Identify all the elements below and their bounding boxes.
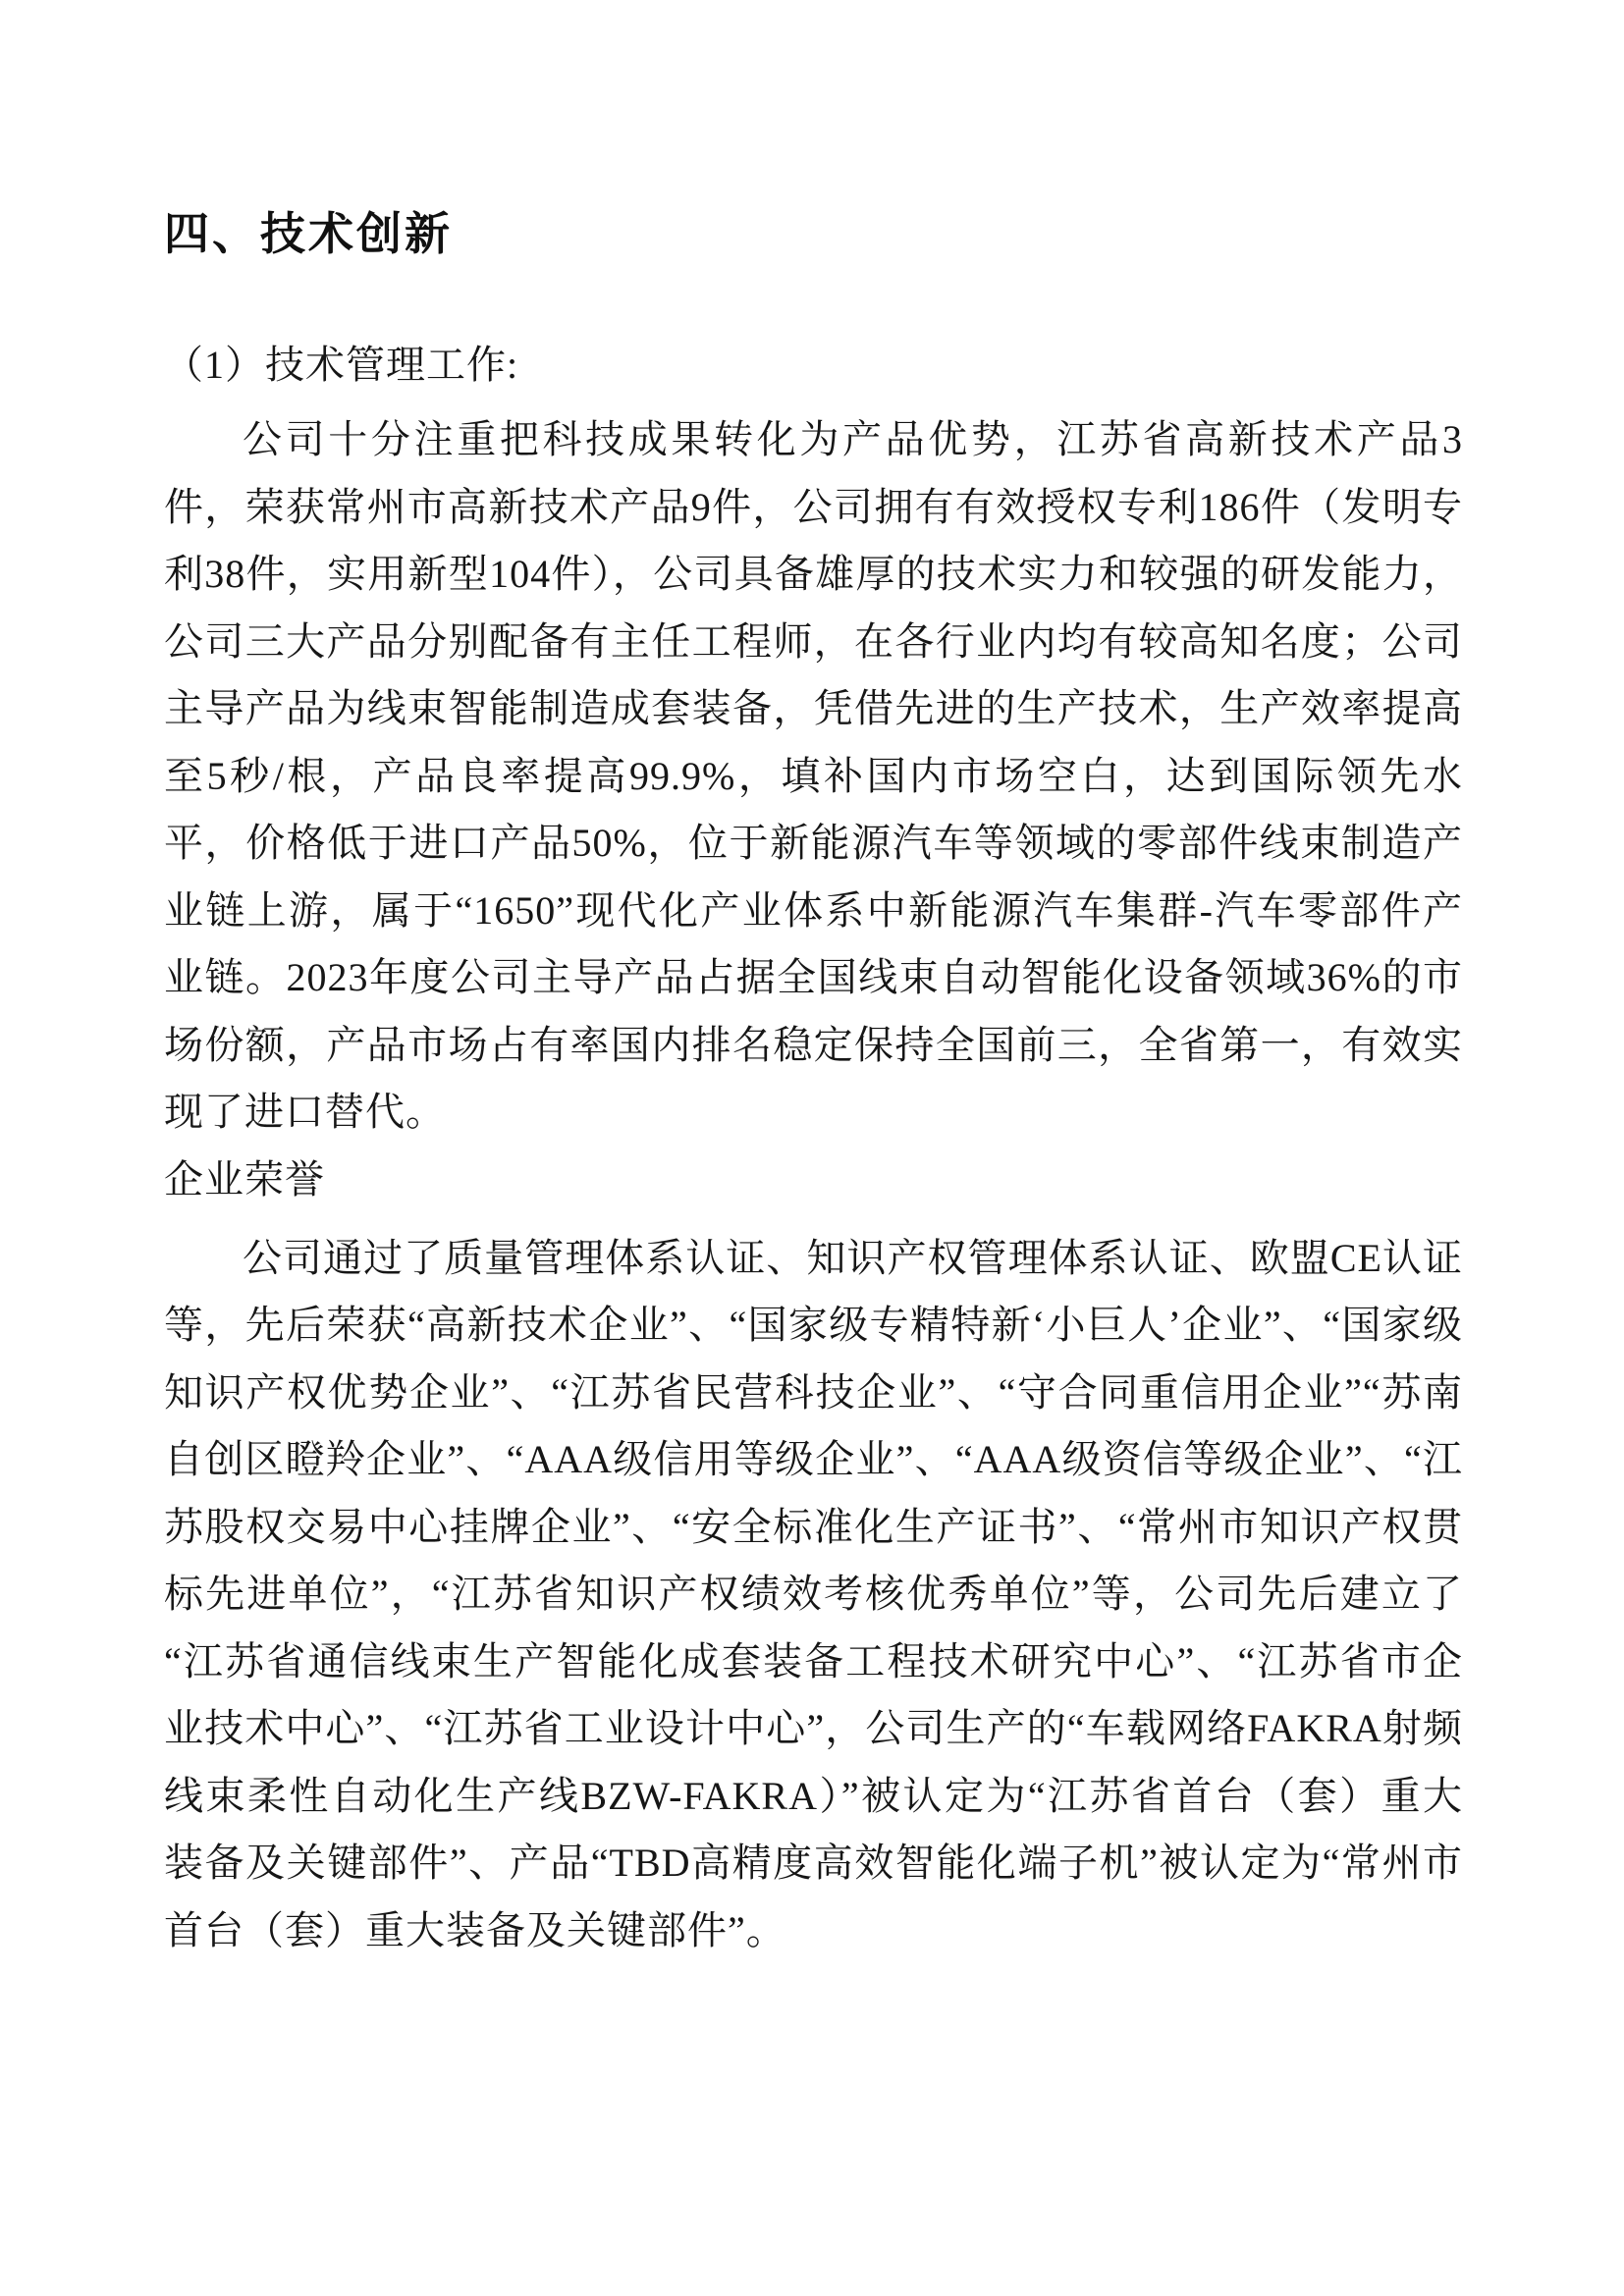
subsection-heading-tech-management: （1）技术管理工作: — [164, 343, 519, 387]
paragraph-company-honors: 公司通过了质量管理体系认证、知识产权管理体系认证、欧盟CE认证等，先后荣获“高新技术企业”、“国家级专精特新‘小巨人’企业”、“国家级知识产权优势企业”、“江苏省民营科技企业”、“守合同重信用企业”“苏南自创区瞪羚企业”、“AAA级信用等级企业”、“AAA级资信等级企业”、“江苏股权交易中心挂牌企业”、“安全标准化生产证书”、“常州市知识产权贯标先进单位”，“江苏省知识产权绩效考核优秀单位”等，公司先后建立了“江苏省通信线束生产智能化成套装备工程技术研究中心”、“江苏省市企业技术中心”、“江苏省工业设计中心”，公司生产的“车载网络FAKRA射频线束柔性自动化生产线BZW-FAKRA）”被认定为“江苏省首台（套）重大装备及关键部件”、产品“TBD高精度高效智能化端子机”被认定为“常州市首台（套）重大装备及关键部件”。 — [164, 1235, 1463, 1952]
document-content — [164, 0, 1463, 1964]
paragraph-tech-management: 公司十分注重把科技成果转化为产品优势，江苏省高新技术产品3件，荣获常州市高新技术产品9件，公司拥有有效授权专利186件（发明专利38件，实用新型104件），公司具备雄厚的技术实力和较强的研发能力，公司三大产品分别配备有主任工程师，在各行业内均有较高知名度；公司主导产品为线束智能制造成套装备，凭借先进的生产技术，生产效率提高至5秒/根，产品良率提高99.9%，填补国内市场空白，达到国际领先水平，价格低于进口产品50%，位于新能源汽车等领域的零部件线束制造产业链上游，属于“1650”现代化产业体系中新能源汽车集群-汽车零部件产业链。2023年度公司主导产品占据全国线束自动智能化设备领域36%的市场份额，产品市场占有率国内排名稳定保持全国前三，全省第一，有效实现了进口替代。 — [164, 417, 1463, 1134]
section-title: 四、技术创新 — [164, 208, 453, 259]
subsection-heading-company-honors: 企业荣誉 — [164, 1156, 325, 1201]
